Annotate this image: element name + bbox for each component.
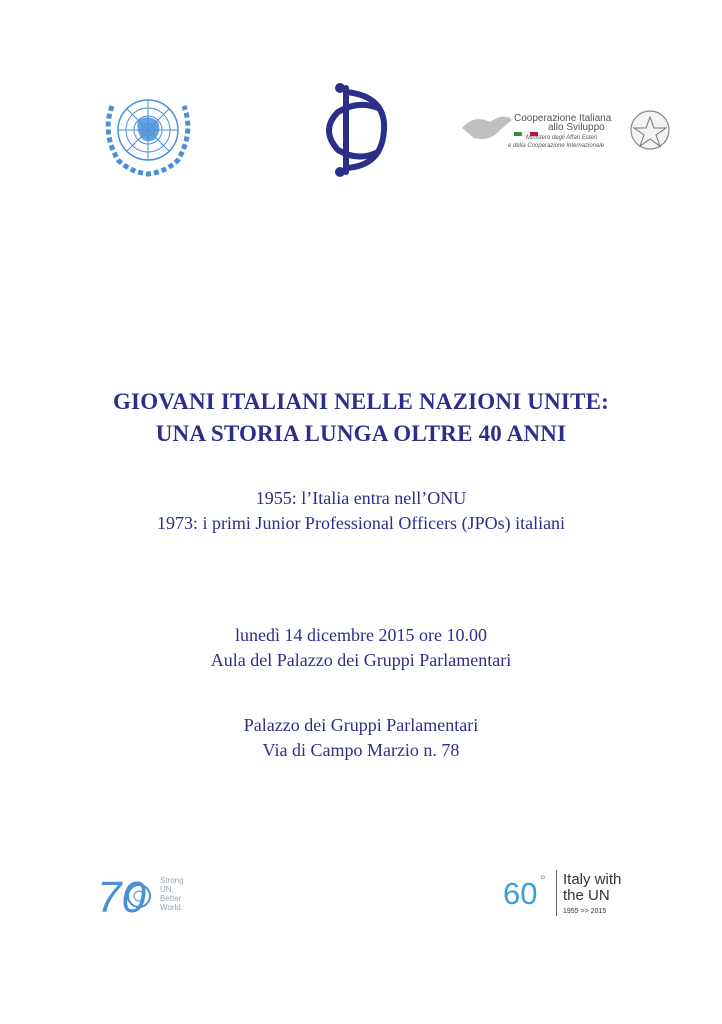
coop-line-2: allo Sviluppo [548, 122, 605, 133]
camera-deputati-monogram-icon [318, 78, 400, 180]
un-emblem-icon [98, 88, 198, 178]
history-line-2: 1973: i primi Junior Professional Officers (JPOs) italiani [156, 513, 566, 533]
title-line-2: UNA STORIA LUNGA OLTRE 40 ANNI [155, 421, 567, 446]
coop-line-3: Ministero degli Affari Esteri [526, 135, 598, 141]
history-line-1: 1955: l’Italia entra nell’ONU [255, 488, 467, 508]
coop-line-1: Cooperazione Italiana [514, 113, 612, 124]
event-room: Aula del Palazzo dei Gruppi Parlamentari [210, 650, 512, 670]
title-line-1: GIOVANI ITALIANI NELLE NAZIONI UNITE: [112, 389, 610, 414]
history-block [0, 486, 722, 536]
event-block [0, 623, 722, 673]
un70-tag-2: UN. [160, 885, 174, 894]
un70-tagline [160, 876, 184, 912]
un70-tag-1: Strong [160, 876, 184, 885]
italy60-number: 60 [503, 876, 538, 911]
event-date: lunedì 14 dicembre 2015 ore 10.00 [235, 625, 487, 645]
un70-tag-4: World. [160, 903, 183, 912]
venue-block [0, 713, 722, 763]
italy60-label [563, 872, 621, 904]
italy60-degree: ° [540, 872, 546, 888]
italy60-line-1: Italy with [563, 871, 622, 888]
coop-line-4: e della Cooperazione Internazionale [508, 143, 605, 149]
page-title [0, 386, 722, 450]
venue-building: Palazzo dei Gruppi Parlamentari [243, 715, 479, 735]
un70-tag-3: Better [160, 894, 182, 903]
un70-number: 70 [97, 873, 146, 920]
venue-address: Via di Campo Marzio n. 78 [262, 740, 460, 760]
italy60-years: 1955 >> 2015 [563, 908, 607, 915]
italy60-line-2: the UN [563, 887, 610, 904]
italy60-divider [556, 870, 557, 916]
